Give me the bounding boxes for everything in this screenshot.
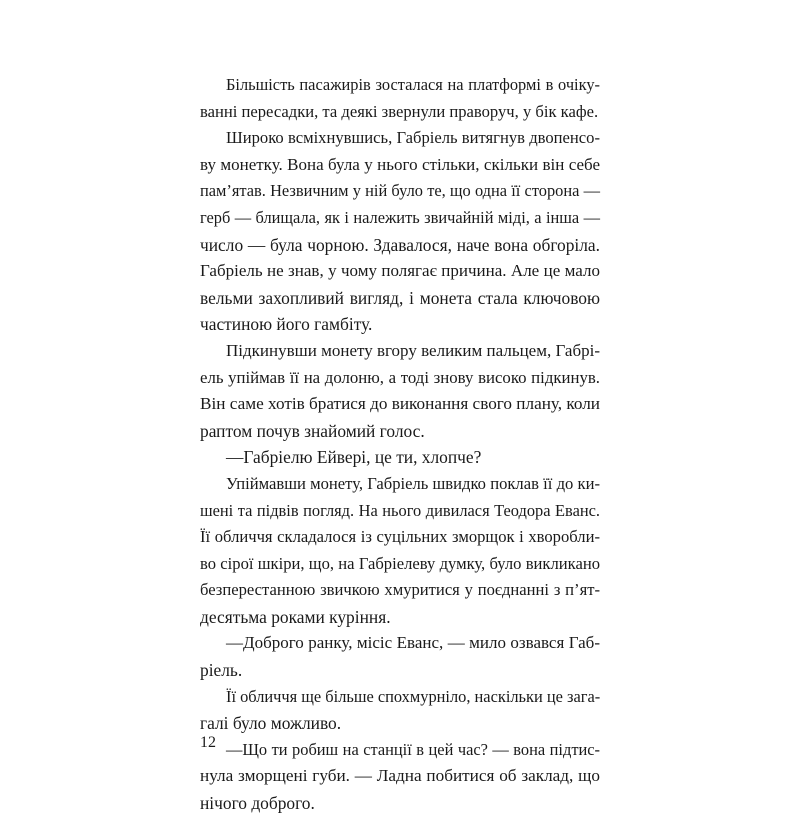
text-line: ріель. [200, 660, 243, 681]
text-line: десятьма роками куріння. [200, 606, 391, 627]
text-line: Упіймавши монету, Габріель швидко поклав її до ки- [226, 473, 600, 493]
text-line: во сірої шкіри, що, на Габріелеву думку, було викликано [200, 553, 600, 573]
text-line: безперестанною звичкою хмуритися у поєднанні з п’ят- [200, 580, 600, 600]
text-line: Широко всміхнувшись, Габріель витягнув двопенсо- [226, 128, 600, 148]
text-line: Габріель не знав, у чому полягає причина. Але це мало [200, 261, 600, 281]
text-line: шені та підвів погляд. На нього дивилася Теодора Еванс. [200, 500, 600, 520]
text-line: —Доброго ранку, місіс Еванс, — мило озвався Габ- [226, 633, 600, 653]
text-line: —Габріелю Ейвері, це ти, хлопче? [226, 447, 482, 468]
text-line: Її обличчя складалося із суцільних зморщок і хворобли- [200, 527, 600, 547]
text-line: Він саме хотів братися до виконання свого плану, коли [200, 394, 600, 414]
text-line: Більшість пасажирів зосталася на платформі в очіку- [226, 75, 600, 94]
text-line: ванні пересадки, та деякі звернули праворуч, у бік кафе. [200, 101, 599, 121]
text-line: ву монетку. Вона була у нього стільки, скільки він себе [200, 154, 600, 174]
text-line: число — була чорною. Здавалося, наче вона обгоріла. [200, 234, 600, 255]
text-line: нічого доброго. [200, 793, 315, 814]
page-number: 12 [200, 734, 216, 751]
text-line: пам’ятав. Незвичним у ній було те, що одна її сторона — [200, 181, 600, 201]
text-line: Підкинувши монету вгору великим пальцем, Габрі- [226, 340, 600, 360]
text-line: нула зморщені губи. — Ладна побитися об заклад, що [200, 766, 600, 786]
text-line: галі було можливо. [200, 713, 342, 734]
text-line: вельми захопливий вигляд, і монета стала ключовою [200, 287, 600, 308]
text-line: герб — блищала, як і належить звичайній міді, а інша — [200, 207, 600, 227]
text-line: частиною його гамбіту. [200, 314, 373, 335]
text-line: ель упіймав її на долоню, а тоді знову високо підкинув. [200, 367, 600, 387]
text-line: —Що ти робиш на станції в цей час? — вона підтис- [226, 739, 600, 759]
text-line: раптом почув знайомий голос. [200, 420, 425, 441]
book-page-text [200, 72, 600, 817]
text-line: Її обличчя ще більше спохмурніло, наскільки це зага- [226, 686, 601, 706]
